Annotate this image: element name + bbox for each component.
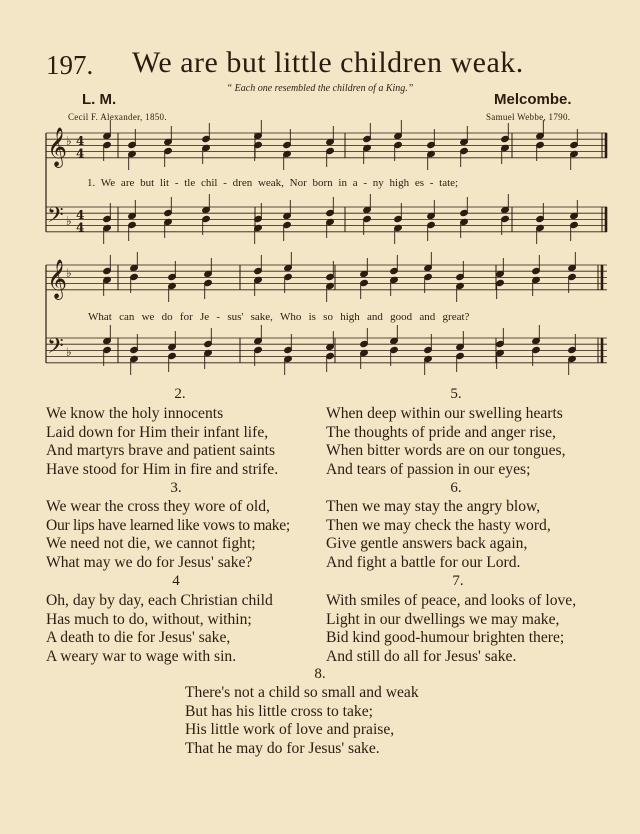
lyrics-line-1: 1. We are but lit - tle chil - dren weak, Nor born in a - ny high es - tate;	[87, 177, 459, 189]
stanza-line: Has much to do, without, within;	[46, 610, 252, 628]
composer-credit: Samuel Webbe, 1790.	[486, 112, 571, 122]
stanza-6-number: 6.	[450, 480, 462, 496]
stanza-2-number: 2.	[174, 386, 186, 402]
author-credit: Cecil F. Alexander, 1850.	[68, 112, 167, 122]
tune-name: Melcombe.	[494, 91, 572, 108]
stanza-line: Have stood for Him in fire and strife.	[46, 460, 279, 478]
stanza-line: That he may do for Jesus' sake.	[185, 739, 380, 757]
stanza-line: Our lips have learned like vows to make;	[46, 516, 290, 534]
hymn-number: 197.	[46, 50, 94, 80]
time-signature-top: 4	[76, 208, 85, 222]
stanza-line: The thoughts of pride and anger rise,	[326, 423, 556, 441]
stanza-line: Oh, day by day, each Christian child	[46, 592, 273, 609]
stanza-line: And still do all for Jesus' sake.	[326, 647, 517, 665]
stanza-line: We know the holy innocents	[46, 405, 224, 422]
stanza-4	[46, 592, 273, 666]
treble-clef-icon: 𝄞	[47, 259, 68, 299]
stanza-line: There's not a child so small and weak	[185, 684, 419, 701]
treble-clef-icon: 𝄞	[47, 127, 68, 167]
stanza-line: What may we do for Jesus' sake?	[46, 553, 253, 571]
time-signature-bottom: 4	[76, 220, 85, 235]
meter-label: L. M.	[82, 91, 117, 108]
epigraph: “ Each one resembled the children of a King.”	[226, 83, 414, 94]
bass-clef-icon: 𝄢	[47, 334, 64, 364]
staff-lines	[46, 133, 607, 363]
stanza-line: When bitter words are on our tongues,	[326, 442, 566, 459]
stanza-4-number: 4	[172, 573, 180, 589]
stanza-line: When deep within our swelling hearts	[326, 405, 563, 422]
flat-icon: ♭	[66, 214, 72, 228]
stanza-line: And fight a battle for our Lord.	[326, 553, 521, 571]
stanza-line: Then we may check the hasty word,	[326, 516, 551, 534]
time-signature-top: 4	[76, 134, 85, 148]
flat-icon: ♭	[66, 266, 72, 280]
stanza-line: And tears of passion in our eyes;	[326, 460, 531, 478]
stanza-line: But has his little cross to take;	[185, 702, 373, 720]
stanza-8	[185, 684, 419, 758]
stanza-6	[326, 498, 551, 572]
stanza-line: Light in our dwellings we may make,	[326, 610, 560, 628]
music-notes	[103, 120, 579, 375]
stanza-2	[46, 405, 278, 479]
stanza-line: Laid down for Him their infant life,	[46, 423, 269, 441]
stanza-line: His little work of love and praise,	[185, 721, 395, 738]
hymn-title: We are but little children weak.	[132, 46, 524, 79]
clefs-and-signatures	[47, 127, 84, 364]
stanza-line: We need not die, we cannot fight;	[46, 535, 256, 552]
stanza-line: A weary war to wage with sin.	[46, 647, 237, 665]
barlines	[46, 133, 606, 363]
stanza-line: Bid kind good-humour brighten there;	[326, 629, 565, 646]
stanza-line: And martyrs brave and patient saints	[46, 442, 276, 459]
stanza-line: We wear the cross they wore of old,	[46, 498, 270, 515]
stanza-5	[326, 405, 565, 479]
stanza-5-number: 5.	[450, 386, 462, 402]
lyrics-line-2: What can we do for Je - sus' sake, Who is so high and good and great?	[88, 311, 470, 323]
bass-clef-icon: 𝄢	[47, 203, 64, 233]
stanza-3	[46, 498, 290, 572]
time-signature-bottom: 4	[76, 146, 85, 161]
flat-icon: ♭	[66, 345, 72, 359]
stanza-7-number: 7.	[452, 573, 464, 589]
stanza-8-number: 8.	[314, 666, 326, 682]
stanza-3-number: 3.	[170, 480, 182, 496]
stanza-7	[326, 592, 576, 666]
flat-icon: ♭	[66, 134, 72, 148]
stanza-line: With smiles of peace, and looks of love,	[326, 592, 577, 609]
stanza-line: Give gentle answers back again,	[326, 535, 528, 552]
stanza-line: Then we may stay the angry blow,	[326, 498, 541, 515]
stanza-line: A death to die for Jesus' sake,	[46, 629, 231, 646]
